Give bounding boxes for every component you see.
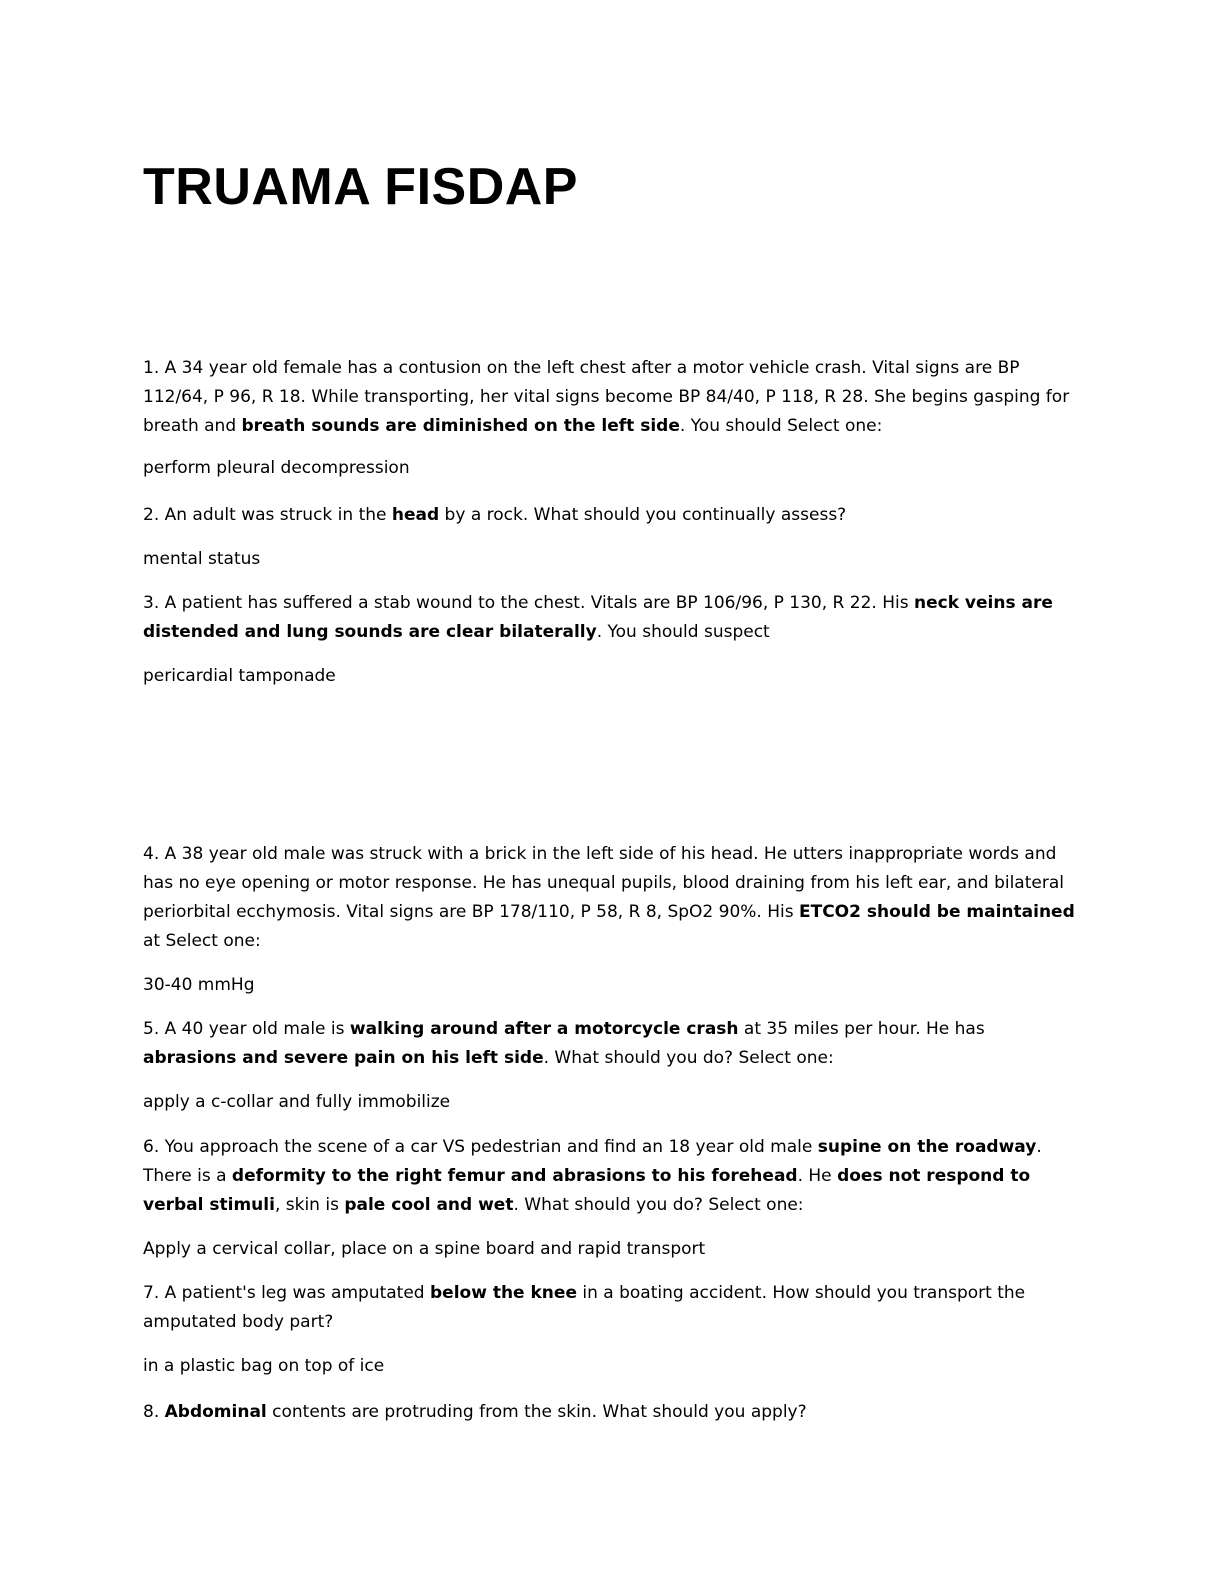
question-7-text: 7. A patient's leg was amputated bbox=[143, 1283, 430, 1303]
question-3-text: 3. A patient has suffered a stab wound to the chest. Vitals are BP 106/96, P 130, R 22. His bbox=[143, 593, 914, 613]
answer-3: pericardial tamponade bbox=[143, 666, 336, 686]
question-6-emphasis-c: does not respond to verbal stimuli bbox=[143, 1166, 1031, 1215]
question-4-text: 4. A 38 year old male was struck with a brick in the left side of his head. He utters inappropriate words and has no eye opening or motor response. He has unequal pupils, blood draining from his left ear, and bilateral periorbital ecchymosis. Vital signs are BP 178/110, P 58, R 8, SpO2 90%. His bbox=[143, 844, 1064, 922]
question-3-text-end: . You should suspect bbox=[596, 622, 770, 642]
question-7 bbox=[143, 1279, 1083, 1337]
question-6-emphasis-a: supine on the roadway bbox=[817, 1137, 1037, 1157]
question-5-text: 5. A 40 year old male is bbox=[143, 1019, 350, 1039]
question-6-emphasis-d: pale cool and wet bbox=[344, 1195, 514, 1215]
question-5-text-end: . What should you do? Select one: bbox=[543, 1048, 834, 1068]
question-4-emphasis: ETCO2 should be maintained bbox=[799, 902, 1075, 922]
question-6-text-c: . He bbox=[797, 1166, 838, 1186]
question-6-emphasis-b: deformity to the right femur and abrasions to his forehead bbox=[231, 1166, 798, 1186]
question-1-emphasis: breath sounds are diminished on the left side bbox=[241, 416, 680, 436]
question-7-emphasis: below the knee bbox=[430, 1283, 577, 1303]
question-4 bbox=[143, 840, 1083, 956]
answer-6: Apply a cervical collar, place on a spine board and rapid transport bbox=[143, 1239, 706, 1259]
question-5-text-mid: at 35 miles per hour. He has bbox=[738, 1019, 985, 1039]
question-6 bbox=[143, 1133, 1083, 1220]
document-title: TRUAMA FISDAP bbox=[143, 158, 578, 216]
question-8 bbox=[143, 1398, 1083, 1427]
question-8-text: 8. bbox=[143, 1402, 165, 1422]
question-2-text-end: by a rock. What should you continually assess? bbox=[439, 505, 847, 525]
question-2-text: 2. An adult was struck in the bbox=[143, 505, 392, 525]
answer-5: apply a c-collar and fully immobilize bbox=[143, 1092, 451, 1112]
answer-2: mental status bbox=[143, 549, 261, 569]
answer-7: in a plastic bag on top of ice bbox=[143, 1356, 385, 1376]
question-2-emphasis: head bbox=[391, 505, 440, 525]
answer-1: perform pleural decompression bbox=[143, 458, 410, 478]
question-2 bbox=[143, 501, 1083, 530]
question-8-text-end: contents are protruding from the skin. What should you apply? bbox=[266, 1402, 807, 1422]
question-6-text-end: . What should you do? Select one: bbox=[513, 1195, 804, 1215]
question-6-text: 6. You approach the scene of a car VS pedestrian and find an 18 year old male bbox=[143, 1137, 818, 1157]
question-5 bbox=[143, 1015, 1083, 1073]
question-4-text-end: at Select one: bbox=[143, 931, 261, 951]
answer-4: 30-40 mmHg bbox=[143, 975, 255, 995]
question-8-emphasis: Abdominal bbox=[164, 1402, 267, 1422]
question-5-emphasis-a: walking around after a motorcycle crash bbox=[349, 1019, 739, 1039]
question-3 bbox=[143, 589, 1083, 647]
question-1 bbox=[143, 354, 1083, 441]
question-6-text-b: . There is a bbox=[143, 1137, 1042, 1186]
question-3-emphasis: neck veins are distended and lung sounds are clear bilaterally bbox=[143, 593, 1053, 642]
question-7-text-end: in a boating accident. How should you transport the amputated body part? bbox=[143, 1283, 1026, 1332]
question-5-emphasis-b: abrasions and severe pain on his left side bbox=[143, 1048, 544, 1068]
question-6-text-d: , skin is bbox=[274, 1195, 345, 1215]
question-1-text-end: . You should Select one: bbox=[679, 416, 883, 436]
question-1-text: 1. A 34 year old female has a contusion on the left chest after a motor vehicle crash. Vital signs are BP 112/64, P 96, R 18. While transporting, her vital signs become BP 84/40, P 118, R 28. She begins gasping for breath and bbox=[143, 358, 1070, 436]
